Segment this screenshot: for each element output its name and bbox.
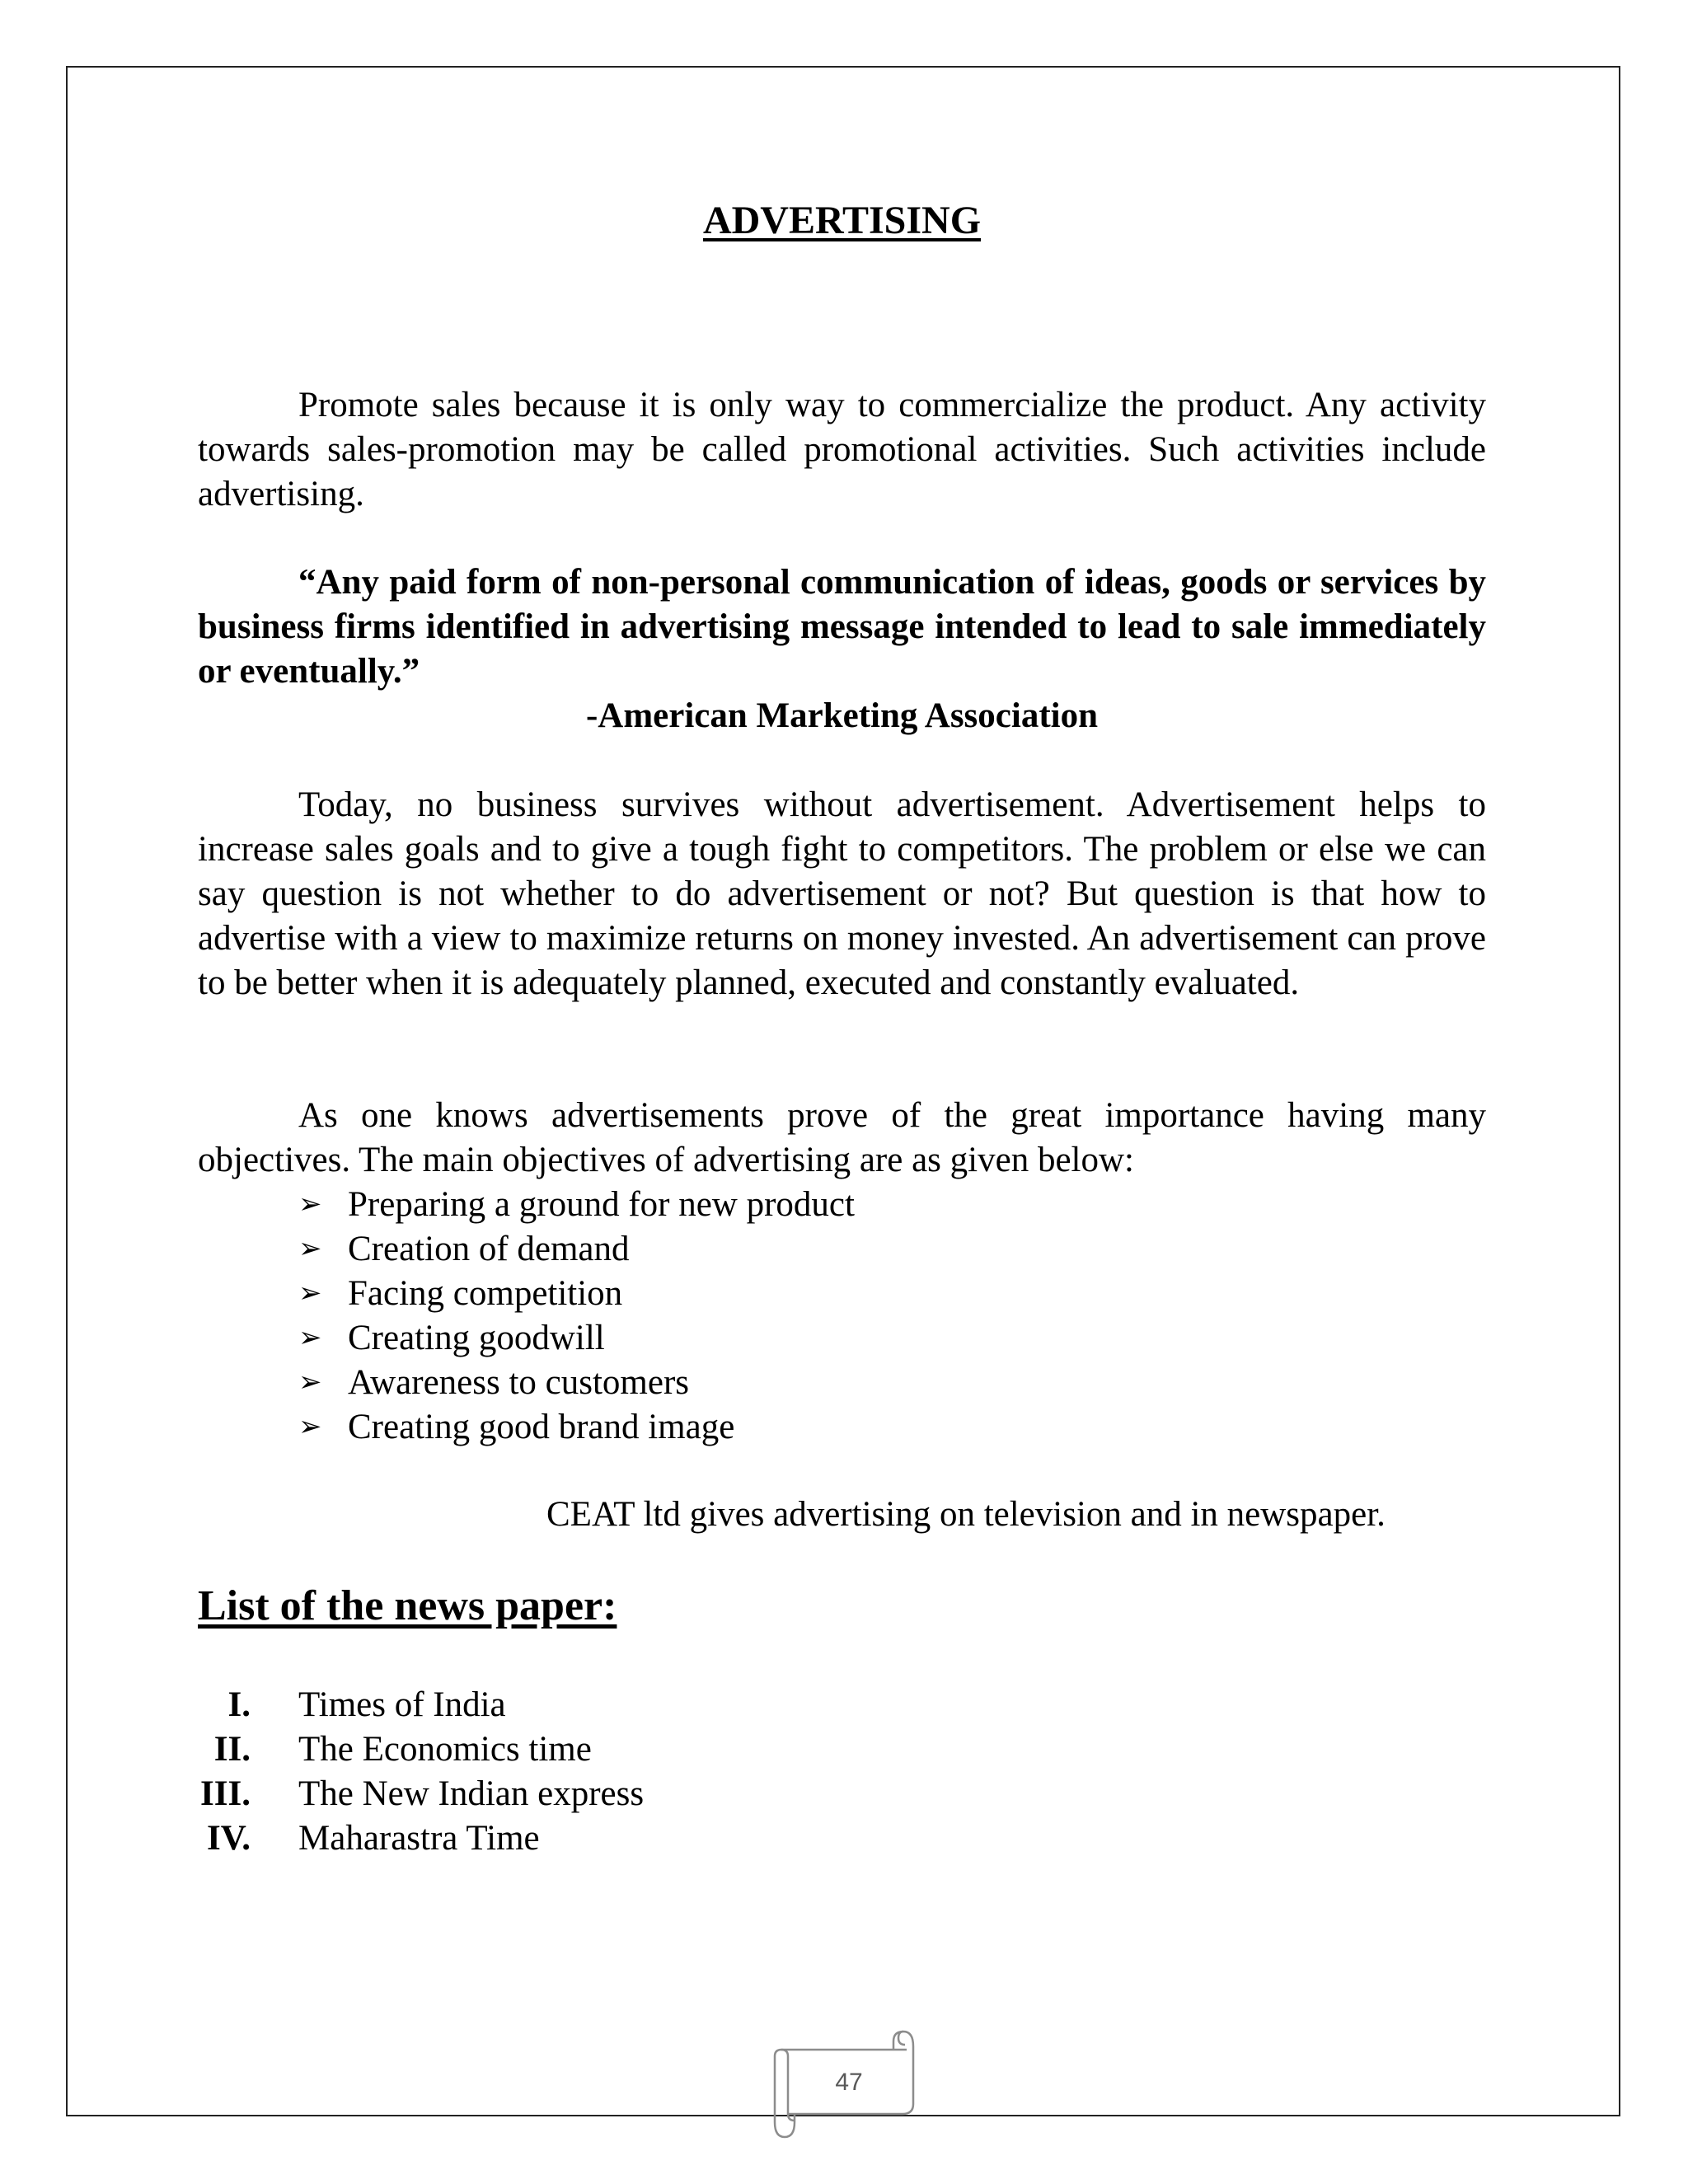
arrowhead-bullet-icon: ➢ (298, 1323, 322, 1353)
page-title: ADVERTISING (702, 199, 982, 242)
arrowhead-bullet-icon: ➢ (298, 1367, 322, 1398)
objective-text: Creation of demand (348, 1230, 630, 1268)
advertisement-importance-paragraph: Today, no business survives without advertisement. Advertisement helps to increase sales goals and to give a tough fight to competitors. The problem or else we can say question is not whether to do advertisement or not? But question is that how to advertise with a view to maximize returns on money invested. An advertisement can prove to be better when it is adequately planned, executed and constantly evaluated. (198, 785, 1486, 1002)
newspaper-list-heading: List of the news paper: (198, 1582, 617, 1629)
intro-paragraph: Promote sales because it is only way to commercialize the product. Any activity towards sales-promotion may be called promotional activities. Such activities include advertising. (198, 386, 1486, 513)
newspaper-name: The Economics time (298, 1730, 592, 1769)
arrowhead-bullet-icon: ➢ (298, 1189, 322, 1220)
roman-numeral: II. (213, 1730, 251, 1769)
arrowhead-bullet-icon: ➢ (298, 1412, 322, 1442)
newspaper-name: The New Indian express (298, 1774, 645, 1813)
list-item (298, 1361, 855, 1405)
list-item (298, 1183, 855, 1227)
arrowhead-bullet-icon: ➢ (298, 1278, 322, 1309)
list-item (298, 1405, 855, 1450)
page-number: 47 (835, 2069, 863, 2096)
objective-text: Creating good brand image (348, 1408, 735, 1446)
objective-text: Preparing a ground for new product (348, 1185, 855, 1224)
roman-numeral: IV. (207, 1819, 251, 1858)
objective-text: Facing competition (348, 1274, 623, 1313)
list-item (298, 1316, 855, 1361)
objective-text: Awareness to customers (348, 1363, 690, 1402)
newspaper-name: Maharastra Time (298, 1819, 540, 1858)
page-number-badge (767, 2023, 923, 2139)
list-item (298, 1272, 855, 1316)
objective-text: Creating goodwill (348, 1319, 605, 1357)
newspaper-name: Times of India (298, 1685, 506, 1724)
objectives-intro-paragraph: As one knows advertisements prove of the great importance having many objectives. The main objectives of advertising are as given below: (198, 1096, 1486, 1179)
roman-numeral: III. (200, 1774, 251, 1813)
quote-attribution: -American Marketing Association (585, 696, 1099, 735)
definition-quote: “Any paid form of non-personal communication of ideas, goods or services by business firms identified in advertising message intended to lead to sale immediately or eventually.” (198, 563, 1486, 691)
ceat-advertising-statement: CEAT ltd gives advertising on television and in newspaper. (546, 1495, 1386, 1534)
arrowhead-bullet-icon: ➢ (298, 1234, 322, 1264)
list-item (298, 1227, 855, 1272)
objectives-list (298, 1183, 855, 1450)
roman-numeral: I. (227, 1685, 251, 1724)
